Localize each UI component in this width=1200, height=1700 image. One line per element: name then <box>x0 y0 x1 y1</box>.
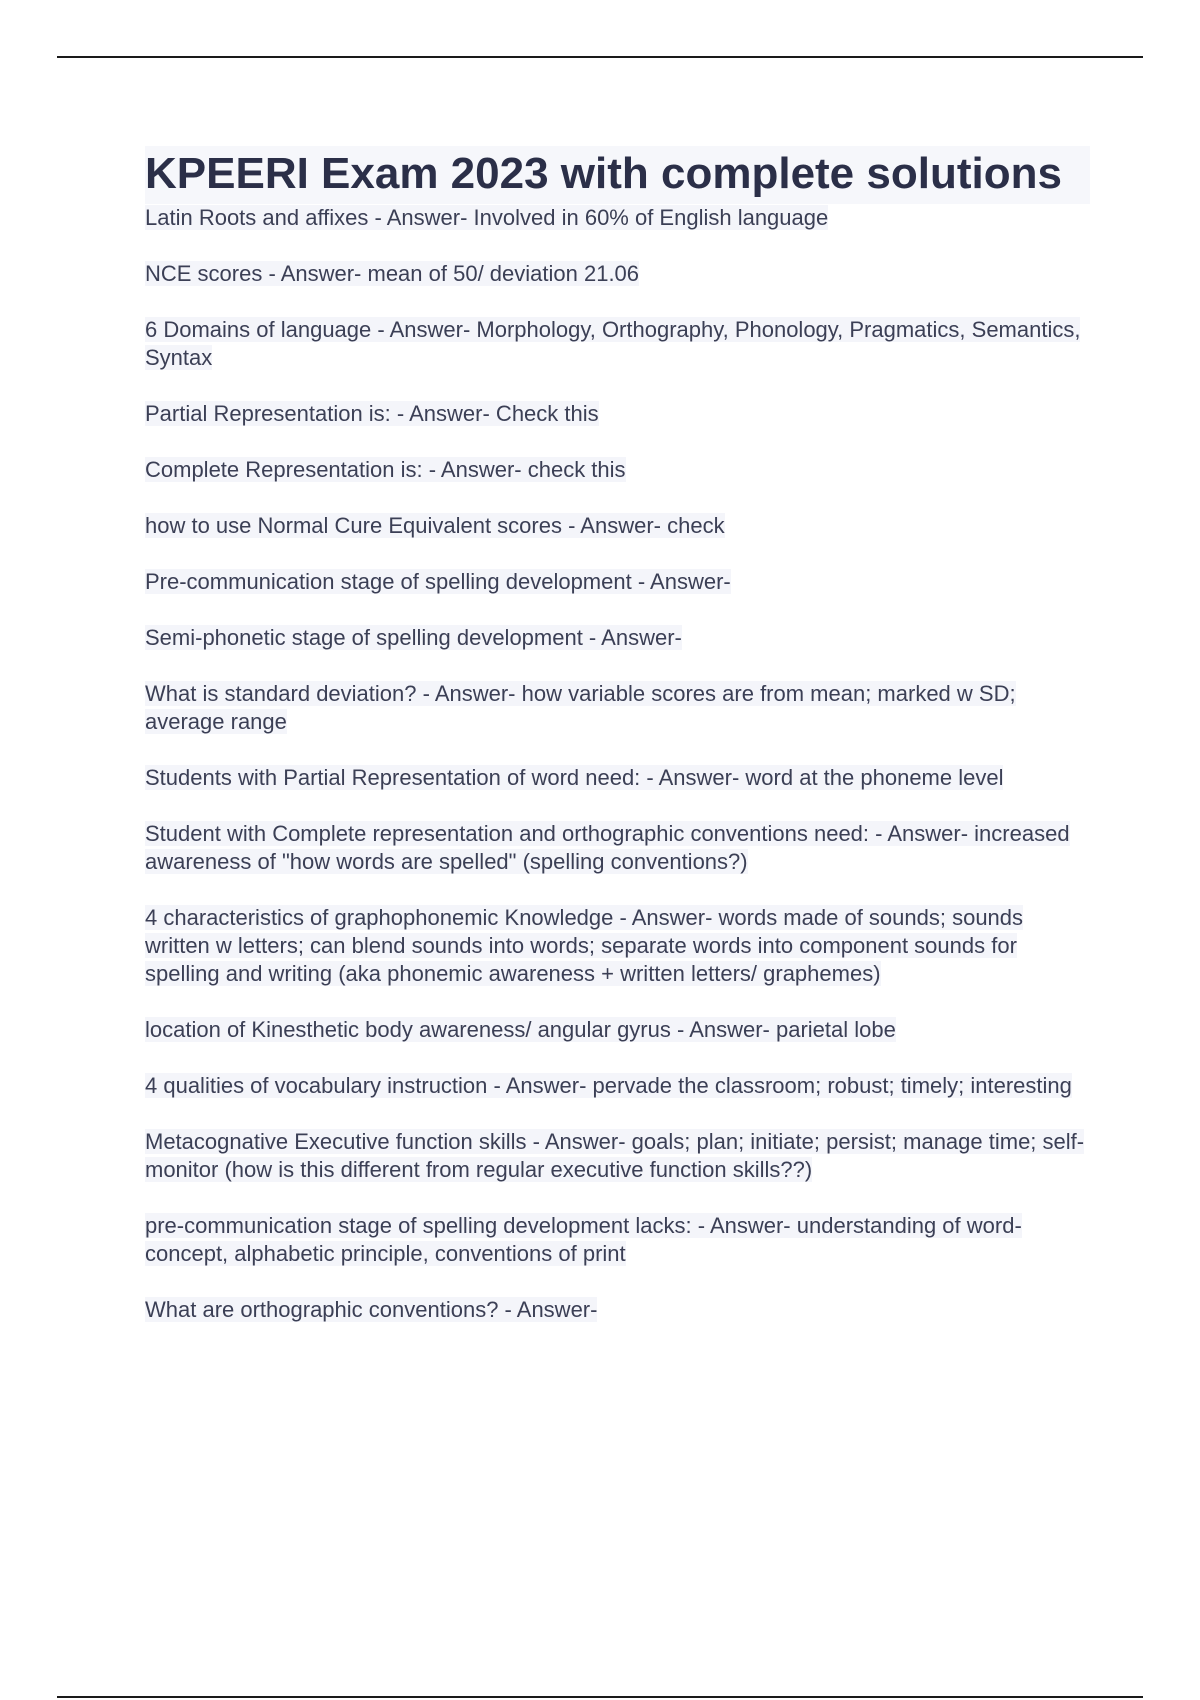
qa-text: What is standard deviation? - Answer- how variable scores are from mean; marked w SD; average range <box>145 681 1016 734</box>
qa-item <box>145 820 1090 876</box>
qa-item <box>145 568 1090 596</box>
qa-text: Complete Representation is: - Answer- check this <box>145 457 626 482</box>
qa-item <box>145 204 1090 232</box>
qa-text: 4 characteristics of graphophonemic Knowledge - Answer- words made of sounds; sounds written w letters; can blend sounds into words; separate words into component sounds for spelling and writing (aka phonemic awareness + written letters/ graphemes) <box>145 905 1024 986</box>
qa-text: Latin Roots and affixes - Answer- Involved in 60% of English language <box>145 205 829 230</box>
qa-item <box>145 316 1090 372</box>
qa-item <box>145 1016 1090 1044</box>
qa-text: Partial Representation is: - Answer- Check this <box>145 401 599 426</box>
qa-item <box>145 400 1090 428</box>
qa-item <box>145 624 1090 652</box>
document-body <box>145 146 1090 1352</box>
title-block <box>145 146 1090 204</box>
document-title: KPEERI Exam 2023 with complete solutions <box>145 149 1062 198</box>
qa-text: Student with Complete representation and orthographic conventions need: - Answer- increased awareness of "how words are spelled" (spelling conventions?) <box>145 821 1070 874</box>
qa-text: Students with Partial Representation of word need: - Answer- word at the phoneme level <box>145 765 1004 790</box>
qa-text: What are orthographic conventions? - Answer- <box>145 1297 598 1322</box>
qa-item <box>145 1072 1090 1100</box>
qa-item <box>145 1128 1090 1184</box>
qa-item <box>145 680 1090 736</box>
qa-item <box>145 764 1090 792</box>
bottom-rule <box>57 1696 1143 1698</box>
qa-text: 4 qualities of vocabulary instruction - Answer- pervade the classroom; robust; timely; interesting <box>145 1073 1072 1098</box>
top-rule <box>57 56 1143 58</box>
qa-list <box>145 204 1090 1324</box>
qa-text: 6 Domains of language - Answer- Morphology, Orthography, Phonology, Pragmatics, Semantics, Syntax <box>145 317 1081 370</box>
qa-text: Metacognative Executive function skills - Answer- goals; plan; initiate; persist; manage time; self-monitor (how is this different from regular executive function skills??) <box>145 1129 1085 1182</box>
qa-item <box>145 1212 1090 1268</box>
qa-text: Semi-phonetic stage of spelling development - Answer- <box>145 625 682 650</box>
qa-text: pre-communication stage of spelling development lacks: - Answer- understanding of word-concept, alphabetic principle, conventions of print <box>145 1213 1022 1266</box>
qa-item <box>145 260 1090 288</box>
qa-text: location of Kinesthetic body awareness/ angular gyrus - Answer- parietal lobe <box>145 1017 896 1042</box>
qa-item <box>145 456 1090 484</box>
qa-item <box>145 1296 1090 1324</box>
qa-text: NCE scores - Answer- mean of 50/ deviation 21.06 <box>145 261 640 286</box>
qa-item <box>145 512 1090 540</box>
qa-text: Pre-communication stage of spelling development - Answer- <box>145 569 731 594</box>
qa-text: how to use Normal Cure Equivalent scores - Answer- check <box>145 513 725 538</box>
qa-item <box>145 904 1090 988</box>
